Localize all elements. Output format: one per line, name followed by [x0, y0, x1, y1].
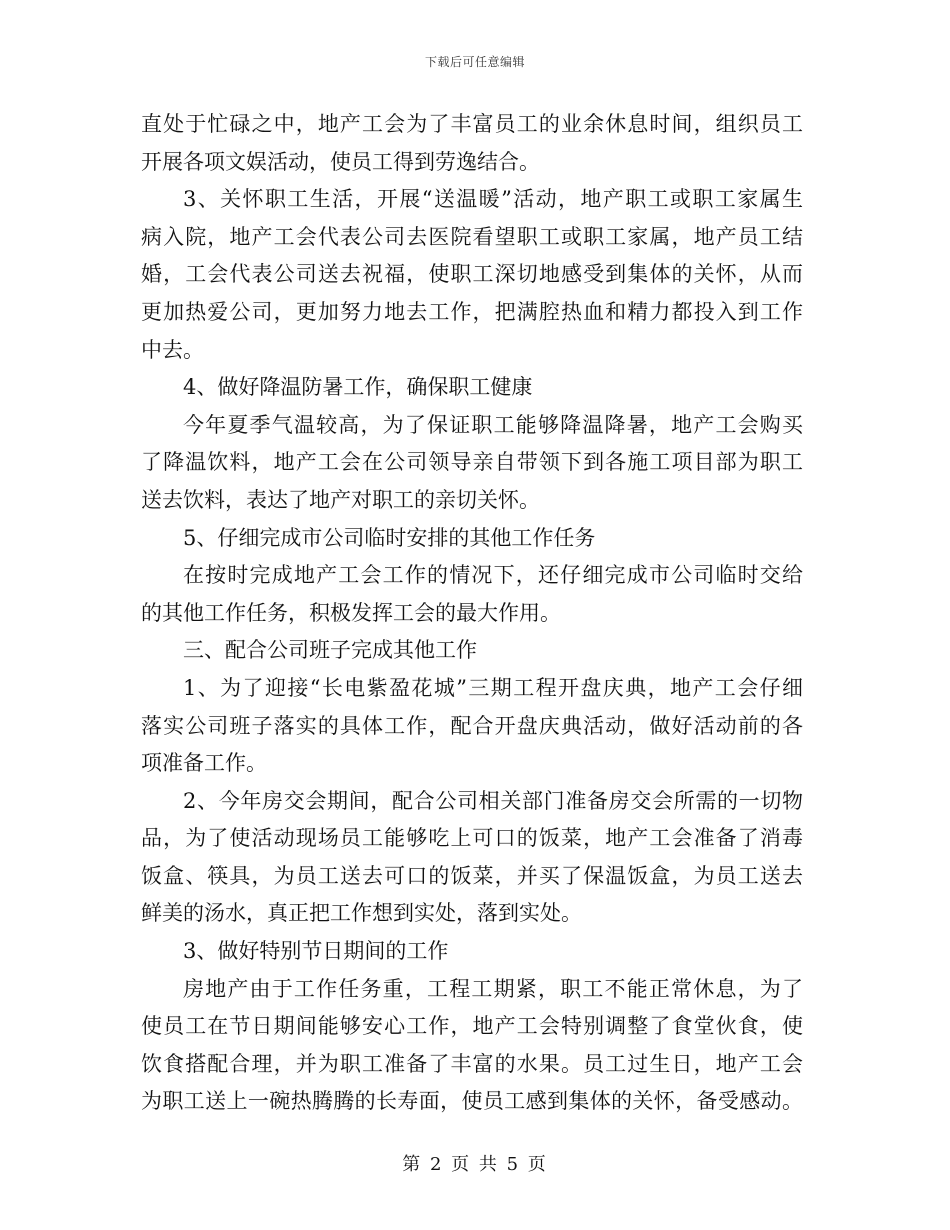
- text-line: 直处于忙碌之中，地产工会为了丰富员工的业余休息时间，组织员工: [141, 112, 803, 136]
- text-line: 的其他工作任务，积极发挥工会的最大作用。: [141, 600, 561, 625]
- text-line: 婚，工会代表公司送去祝福，使职工深切地感受到集体的关怀，从而: [141, 262, 803, 287]
- text-line: 病入院，地产工会代表公司去医院看望职工或职工家属，地产员工结: [141, 224, 803, 249]
- text-line: 更加热爱公司，更加努力地去工作，把满腔热血和精力都投入到工作: [141, 299, 803, 324]
- text-line: 项准备工作。: [141, 751, 267, 776]
- text-line: 饮食搭配合理，并为职工准备了丰富的水果。员工过生日，地产工会: [141, 1051, 803, 1076]
- text-line: 3、关怀职工生活，开展“送温暖”活动，地产职工或职工家属生: [183, 187, 803, 212]
- page-header: 下载后可任意编辑: [424, 55, 525, 69]
- text-line: 1、为了迎接“长电紫盈花城”三期工程开盘庆典，地产工会仔细: [183, 675, 803, 700]
- text-line: 3、做好特别节日期间的工作: [183, 939, 449, 964]
- text-line: 今年夏季气温较高，为了保证职工能够降温降暑，地产工会购买: [183, 412, 803, 437]
- text-line: 开展各项文娱活动，使员工得到劳逸结合。: [141, 149, 540, 174]
- text-line: 饭盒、筷具，为员工送去可口的饭菜，并买了保温饭盒，为员工送去: [141, 863, 803, 888]
- text-line: 5、仔细完成市公司临时安排的其他工作任务: [183, 525, 596, 550]
- text-line: 中去。: [141, 337, 204, 362]
- text-line: 4、做好降温防暑工作，确保职工健康: [183, 375, 533, 400]
- text-line: 鲜美的汤水，真正把工作想到实处，落到实处。: [141, 901, 582, 926]
- page-footer: 第 2 页 共 5 页: [402, 1154, 548, 1175]
- text-line: 三、配合公司班子完成其他工作: [183, 638, 477, 663]
- text-line: 2、今年房交会期间，配合公司相关部门准备房交会所需的一切物: [183, 788, 803, 813]
- text-line: 为职工送上一碗热腾腾的长寿面，使员工感到集体的关怀，备受感动。: [141, 1089, 803, 1114]
- text-line: 送去饮料，表达了地产对职工的亲切关怀。: [141, 487, 540, 512]
- document-body: [141, 106, 803, 1121]
- text-line: 房地产由于工作任务重，工程工期紧，职工不能正常休息，为了: [183, 976, 803, 1001]
- text-line: 使员工在节日期间能够安心工作，地产工会特别调整了食堂伙食，使: [141, 1014, 803, 1039]
- text-line: 品，为了使活动现场员工能够吃上可口的饭菜，地产工会准备了消毒: [141, 826, 803, 851]
- text-line: 在按时完成地产工会工作的情况下，还仔细完成市公司临时交给: [183, 563, 803, 588]
- text-line: 落实公司班子落实的具体工作，配合开盘庆典活动，做好活动前的各: [141, 713, 803, 738]
- text-line: 了降温饮料，地产工会在公司领导亲自带领下到各施工项目部为职工: [141, 450, 803, 475]
